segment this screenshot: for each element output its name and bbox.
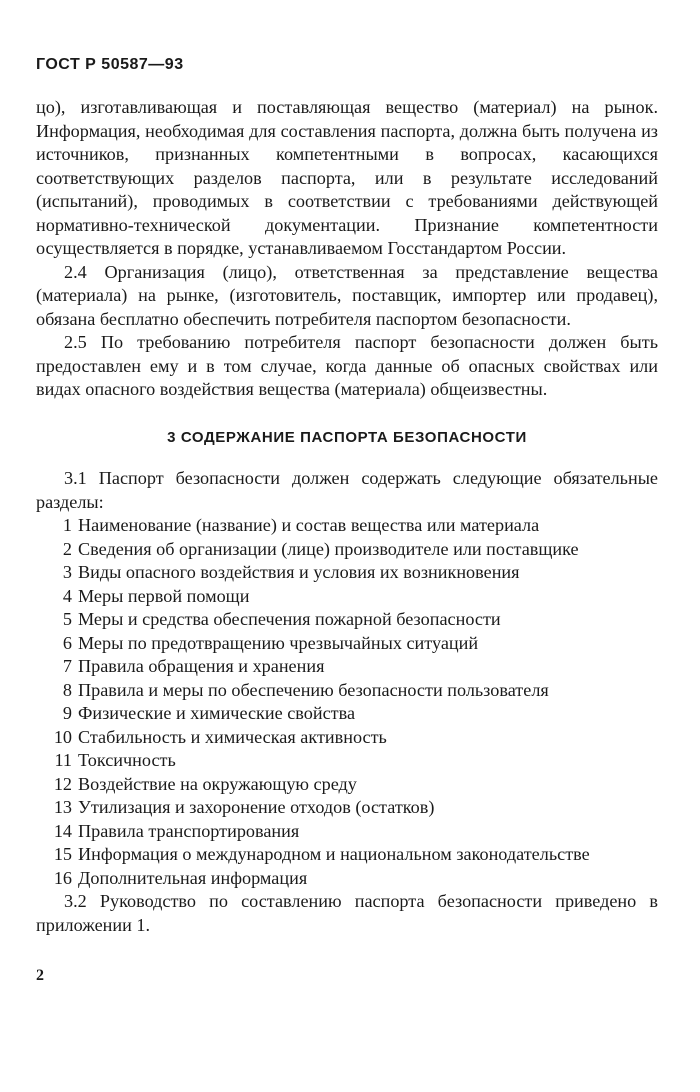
- list-item-text: Правила обращения и хранения: [78, 656, 325, 676]
- list-item: [36, 632, 658, 656]
- list-item: [36, 726, 658, 750]
- list-item-number: 9: [62, 703, 72, 723]
- list-item: [36, 702, 658, 726]
- list-item-text: Токсичность: [78, 750, 176, 770]
- list-item-text: Стабильность и химическая активность: [78, 726, 387, 747]
- list-item-number: 10: [53, 726, 72, 747]
- list-item-number: 1: [62, 515, 72, 535]
- list-item-text: Меры первой помощи: [78, 585, 250, 606]
- list-item-text: Воздействие на окружающую среду: [78, 773, 357, 794]
- list-item: [36, 608, 658, 632]
- document-body: [36, 96, 658, 937]
- paragraph-2-4: 2.4 Организация (лицо), ответственная за представление вещества (материала) на рынке, (изготовитель, поставщик, импортер или продавец), обязана бесплатно обеспечить потребителя паспортом безопасности.: [36, 261, 658, 329]
- list-item-text: Правила транспортирования: [78, 820, 300, 841]
- paragraph-continuation: цо), изготавливающая и поставляющая вещество (материал) на рынок. Информация, необходимая для составления паспорта, должна быть получена из источников, признанных компетентными в вопросах, касающихся соответствующих разделов паспорта, или в результате исследований (испытаний), проводимых в соответствии с требованиями действующей нормативно-технической документации. Признание компетентности осуществляется в порядке, устанавливаемом Госстандартом России.: [36, 97, 658, 258]
- paragraph-3-1: 3.1 Паспорт безопасности должен содержать следующие обязательные разделы:: [36, 468, 658, 512]
- list-item: [36, 679, 658, 703]
- list-item-number: 12: [53, 773, 72, 794]
- list-item-text: Меры и средства обеспечения пожарной безопасности: [78, 609, 501, 629]
- list-item: [36, 514, 658, 538]
- list-item-text: Информация о международном и национальном законодательстве: [78, 844, 590, 864]
- list-item-number: 13: [53, 797, 72, 817]
- list-item-number: 8: [62, 679, 72, 700]
- sections-list: [36, 514, 658, 890]
- list-item-number: 16: [53, 867, 72, 888]
- list-item-text: Утилизация и захоронение отходов (остатков): [78, 797, 435, 817]
- list-item-text: Виды опасного воздействия и условия их возникновения: [78, 562, 520, 582]
- list-item-number: 6: [62, 632, 72, 653]
- list-item-text: Наименование (название) и состав вещества или материала: [78, 515, 540, 535]
- list-item-text: Физические и химические свойства: [78, 703, 356, 723]
- section-3-title: 3 СОДЕРЖАНИЕ ПАСПОРТА БЕЗОПАСНОСТИ: [167, 428, 527, 446]
- page-number: 2: [36, 967, 44, 984]
- list-item-number: 11: [54, 750, 72, 770]
- list-item-number: 2: [62, 538, 72, 559]
- list-item-number: 7: [62, 656, 72, 676]
- list-item-text: Сведения об организации (лице) производителе или поставщике: [78, 538, 579, 559]
- list-item-number: 15: [53, 844, 72, 864]
- paragraph-2-5: 2.5 По требованию потребителя паспорт безопасности должен быть предоставлен ему и в том случае, когда данные об опасных свойствах или видах опасного воздействия вещества (материала) общеизвестны.: [36, 332, 658, 399]
- list-item-number: 14: [53, 820, 72, 841]
- list-item: [36, 796, 658, 820]
- paragraph-3-2: 3.2 Руководство по составлению паспорта безопасности приведено в приложении 1.: [36, 891, 658, 935]
- list-item: [36, 655, 658, 679]
- list-item-text: Меры по предотвращению чрезвычайных ситуаций: [78, 632, 479, 653]
- list-item-text: Правила и меры по обеспечению безопасности пользователя: [78, 679, 549, 700]
- list-item: [36, 867, 658, 891]
- list-item-text: Дополнительная информация: [78, 867, 308, 888]
- list-item: [36, 843, 658, 867]
- document-header: ГОСТ Р 50587—93: [36, 56, 184, 73]
- list-item: [36, 820, 658, 844]
- list-item: [36, 561, 658, 585]
- list-item: [36, 538, 658, 562]
- list-item: [36, 749, 658, 773]
- list-item-number: 4: [62, 585, 72, 606]
- list-item-number: 5: [62, 609, 72, 629]
- list-item: [36, 773, 658, 797]
- list-item: [36, 585, 658, 609]
- list-item-number: 3: [62, 562, 72, 582]
